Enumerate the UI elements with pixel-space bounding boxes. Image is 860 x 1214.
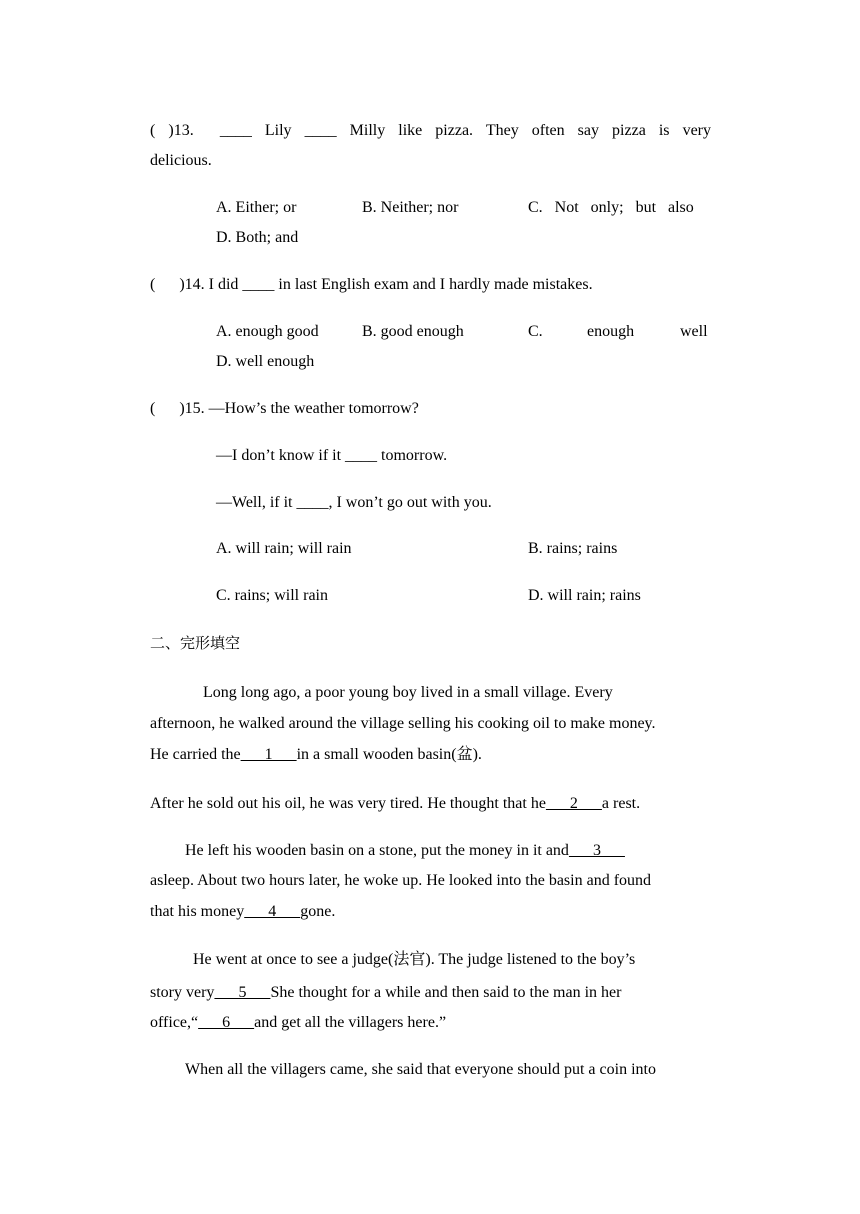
q13-stem-line1 — [150, 116, 711, 146]
passage-p2-line1 — [150, 789, 640, 819]
passage-p1-line2: afternoon, he walked around the village selling his cooking oil to make money. — [150, 715, 656, 732]
q13-option-b: B. Neither; nor — [362, 199, 459, 216]
q13-option-a: A. Either; or — [216, 199, 297, 216]
blank-5: 5 — [214, 984, 271, 1001]
passage-text: gone. — [300, 903, 336, 920]
q14-option-c-letter: C. — [528, 323, 543, 340]
q15-stem: ( )15. —How’s the weather tomorrow? — [150, 400, 419, 417]
blank-2: 2 — [545, 795, 602, 812]
passage-text: story very — [150, 984, 215, 1001]
passage-text: He carried the — [150, 746, 241, 763]
passage-p5-line1: When all the villagers came, she said that everyone should put a coin into — [185, 1061, 656, 1078]
q14-stem: ( )14. I did ____ in last English exam and I hardly made mistakes. — [150, 276, 593, 293]
q13-option-c: C. Not only; but also — [528, 199, 694, 216]
blank-3: 3 — [568, 842, 625, 859]
passage-p3-line2: asleep. About two hours later, he woke up. He looked into the basin and found — [150, 872, 652, 889]
q15-option-a: A. will rain; will rain — [216, 540, 352, 557]
q13-option-d: D. Both; and — [216, 229, 299, 246]
q14-option-b: B. good enough — [362, 323, 464, 340]
q14-option-a: A. enough good — [216, 323, 319, 340]
q15-dialogue-line3: —Well, if it ____, I won’t go out with you. — [216, 494, 492, 511]
q13-paren: ( )13. — [150, 122, 194, 139]
passage-p1-line3 — [150, 740, 482, 770]
blank-4: 4 — [244, 903, 301, 920]
passage-text: office,“ — [150, 1014, 199, 1031]
passage-text: She thought for a while and then said to the man in her — [270, 984, 622, 1001]
blank-1: 1 — [240, 746, 297, 763]
q15-option-d: D. will rain; rains — [528, 587, 641, 604]
q14-option-c-word2: well — [680, 323, 708, 340]
section-heading-cloze: 二、完形填空 — [150, 634, 241, 652]
q15-option-c: C. rains; will rain — [216, 587, 328, 604]
q14-option-d: D. well enough — [216, 353, 315, 370]
passage-text: in a small wooden basin(盆). — [296, 746, 482, 763]
q13-stem-line2: delicious. — [150, 152, 212, 169]
passage-text: and get all the villagers here.” — [254, 1014, 447, 1031]
passage-p3-line3 — [150, 897, 335, 927]
passage-text: that his money — [150, 903, 245, 920]
passage-p4-line1: He went at once to see a judge(法官). The judge listened to the boy’s — [193, 951, 636, 968]
q13-stem-text: ____ Lily ____ Milly like pizza. They often say pizza is very — [219, 122, 712, 139]
passage-p4-line2 — [150, 978, 621, 1008]
blank-6: 6 — [198, 1014, 255, 1031]
passage-text: a rest. — [601, 795, 641, 812]
q14-option-c-word1: enough — [587, 323, 635, 340]
q15-option-b: B. rains; rains — [528, 540, 618, 557]
passage-p4-line3 — [150, 1008, 446, 1038]
passage-text: After he sold out his oil, he was very tired. He thought that he — [150, 795, 546, 812]
passage-p1-line1: Long long ago, a poor young boy lived in a small village. Every — [203, 684, 613, 701]
passage-p3-line1 — [185, 836, 625, 866]
q15-dialogue-line2: —I don’t know if it ____ tomorrow. — [216, 447, 448, 464]
passage-text: He left his wooden basin on a stone, put the money in it and — [185, 842, 569, 859]
